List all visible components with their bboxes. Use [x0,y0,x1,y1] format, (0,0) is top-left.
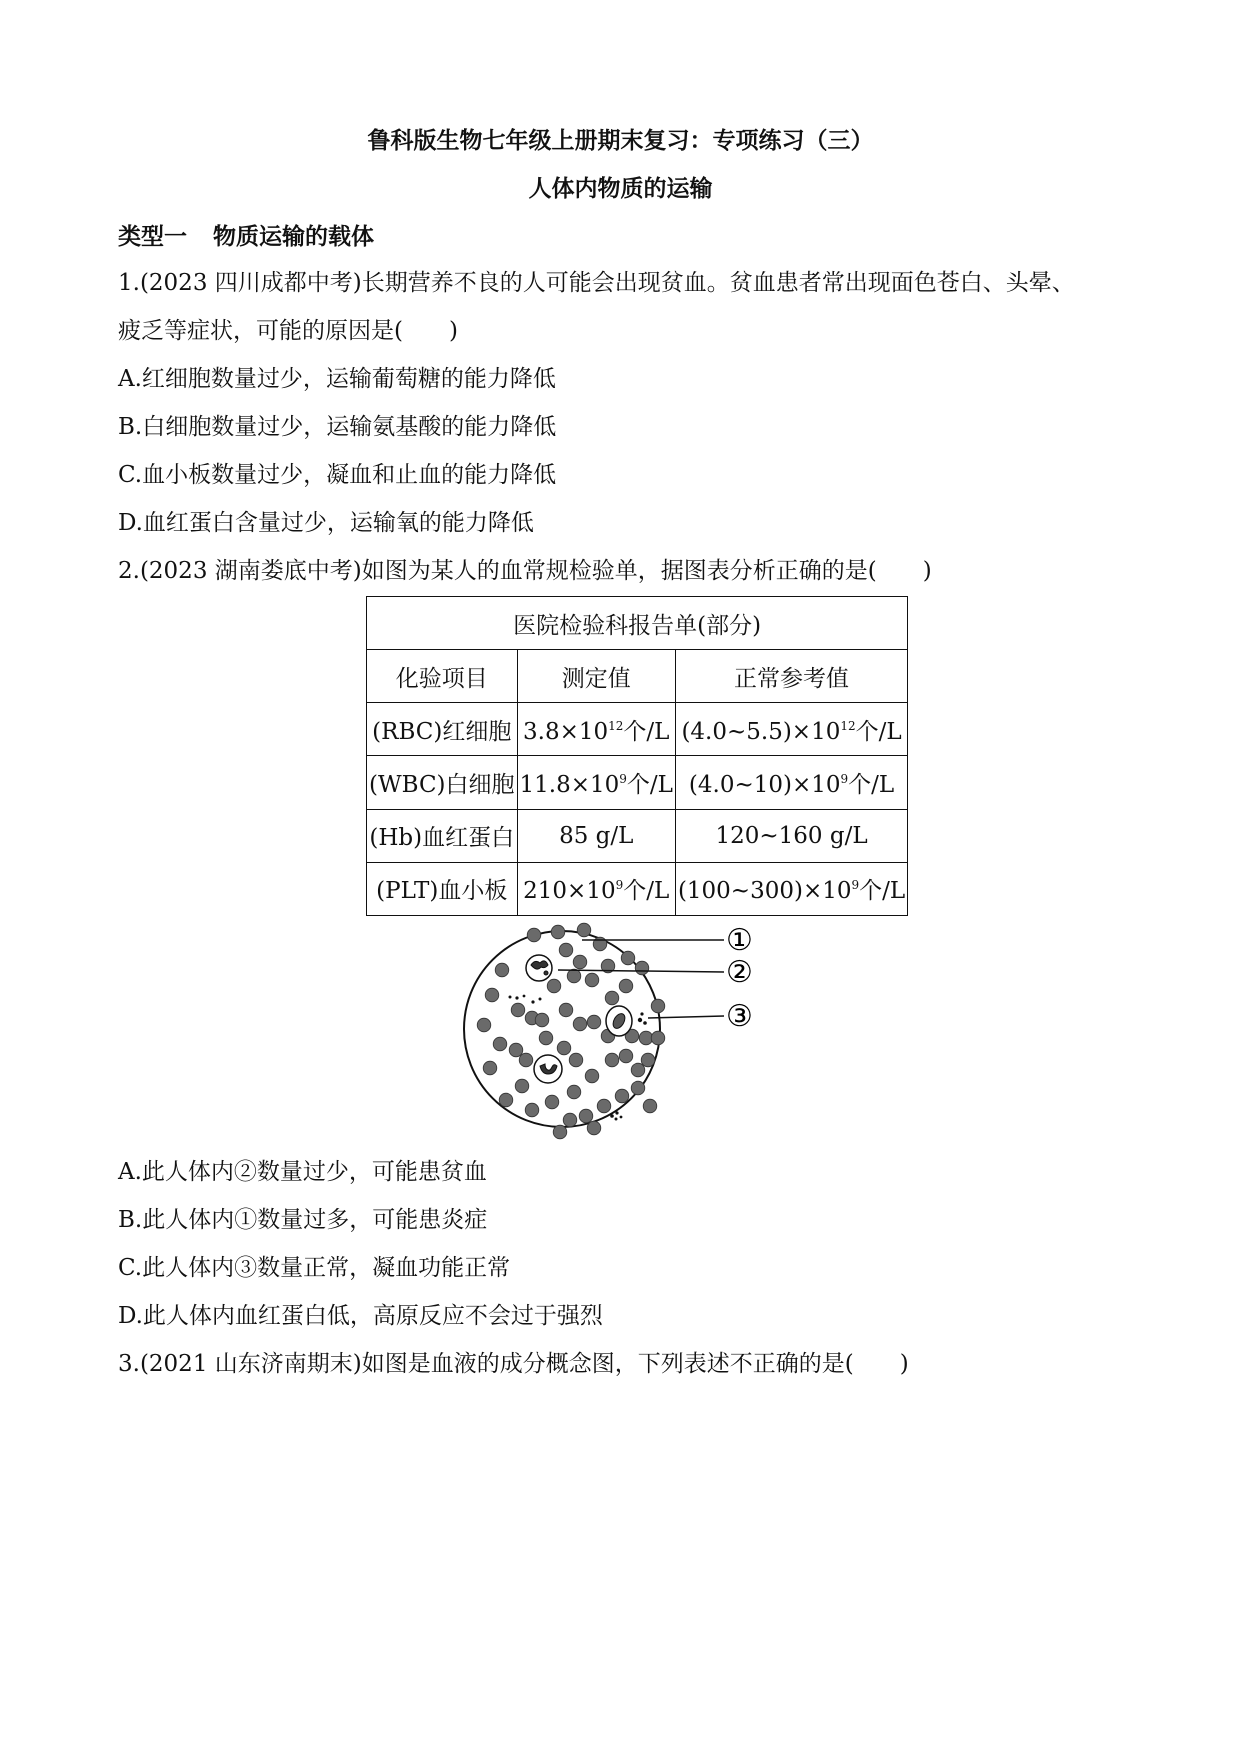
q2-option-d: D.此人体内血红蛋白低，高原反应不会过于强烈 [118,1303,603,1329]
row-item: (WBC)白细胞 [367,756,518,809]
q2-option-c: C.此人体内③数量正常，凝血功能正常 [118,1255,511,1281]
red-blood-cell [493,1037,507,1051]
lab-report-table [366,596,908,916]
row-reference: $(100\sim 300)\times 10^9$个/L [675,862,907,915]
row-item: (Hb)血红蛋白 [367,809,518,862]
red-blood-cell [509,1043,523,1057]
row-reference: $(4.0\sim 5.5)\times 10^{12}$个/L [675,703,907,756]
figure-label-1: ① [726,923,753,958]
red-blood-cell [605,1053,619,1067]
red-blood-cell [519,1053,533,1067]
table-row [367,809,908,862]
red-blood-cell [585,973,599,987]
q2-option-a: A.此人体内②数量过少，可能患贫血 [118,1159,487,1185]
red-blood-cell [573,1017,587,1031]
q1-option-d: D.血红蛋白含量过少，运输氧的能力降低 [118,510,534,536]
row-reference: 120~160 g/L [675,809,907,862]
red-blood-cell [477,1018,491,1032]
red-blood-cell [587,1015,601,1029]
red-blood-cell [641,1053,655,1067]
red-blood-cell [511,1003,525,1017]
red-blood-cell [631,1081,645,1095]
red-blood-cell [559,1003,573,1017]
red-blood-cell [635,961,649,975]
red-blood-cell [577,923,591,937]
blood-smear-figure [462,910,792,1145]
oval-cell-icon [606,1006,632,1036]
red-blood-cell [585,1069,599,1083]
red-blood-cell [619,979,633,993]
red-blood-cell [547,979,561,993]
red-blood-cell [579,1109,593,1123]
red-blood-cell [619,1049,633,1063]
figure-label-3: ③ [726,999,753,1034]
q1-stem-line1: 1.(2023 四川成都中考)长期营养不良的人可能会出现贫血。贫血患者常出现面色苍白、头晕、 [118,270,1075,296]
red-blood-cell [527,928,541,942]
q2-option-b: B.此人体内①数量过多，可能患炎症 [118,1207,488,1233]
red-blood-cell [639,1031,653,1045]
section-heading [118,218,374,251]
header-value: 测定值 [517,650,675,703]
row-item: (RBC)红细胞 [367,703,518,756]
red-blood-cell [545,1095,559,1109]
red-blood-cell [525,1103,539,1117]
red-blood-cell [495,963,509,977]
red-blood-cell [593,937,607,951]
red-blood-cell [563,1113,577,1127]
red-blood-cell [643,1099,657,1113]
q1-stem-line2: 疲乏等症状，可能的原因是( ) [118,318,458,344]
header-item: 化验项目 [367,650,518,703]
red-blood-cell [573,955,587,969]
red-blood-cell [605,991,619,1005]
red-blood-cell [597,1099,611,1113]
page-subtitle: 人体内物质的运输 [528,176,713,202]
table-row [367,862,908,915]
row-value: 85 g/L [517,809,675,862]
red-blood-cell [539,1031,553,1045]
q2-stem: 2.(2023 湖南娄底中考)如图为某人的血常规检验单，据图表分析正确的是( ) [118,558,932,584]
q1-option-a: A.红细胞数量过少，运输葡萄糖的能力降低 [118,366,556,392]
red-blood-cell [551,925,565,939]
q1-option-c: C.血小板数量过少，凝血和止血的能力降低 [118,462,557,488]
row-value: $3.8\times 10^{12}$个/L [517,703,675,756]
red-blood-cell [515,1079,529,1093]
red-blood-cell [557,1041,571,1055]
section-label: 类型一 [118,224,187,250]
header-reference: 正常参考值 [675,650,907,703]
table-row [367,756,908,809]
red-blood-cell [483,1061,497,1075]
red-blood-cell [587,1121,601,1135]
table-header-row [367,650,908,703]
table-caption: 医院检验科报告单(部分) [367,597,908,650]
figure-label-2: ② [726,955,753,990]
page-title: 鲁科版生物七年级上册期末复习：专项练习（三） [367,128,874,154]
red-blood-cell [553,1125,567,1139]
red-blood-cell [651,1031,665,1045]
table-row [367,703,908,756]
red-blood-cell [631,1063,645,1077]
row-item: (PLT)血小板 [367,862,518,915]
red-blood-cell [569,1053,583,1067]
section-name: 物质运输的载体 [213,224,374,250]
red-blood-cell [499,1093,513,1107]
q1-option-b: B.白细胞数量过少，运输氨基酸的能力降低 [118,414,557,440]
red-blood-cell [615,1089,629,1103]
row-reference: $(4.0\sim 10)\times 10^9$个/L [675,756,907,809]
red-blood-cell [651,999,665,1013]
red-blood-cell [567,1085,581,1099]
red-blood-cell [559,943,573,957]
red-blood-cell [621,951,635,965]
red-blood-cell [567,969,581,983]
red-blood-cell [535,1013,549,1027]
red-blood-cell [485,988,499,1002]
row-value: $210\times 10^9$个/L [517,862,675,915]
row-value: $11.8\times 10^9$个/L [517,756,675,809]
q3-stem: 3.(2021 山东济南期末)如图是血液的成分概念图，下列表述不正确的是( ) [118,1351,909,1377]
